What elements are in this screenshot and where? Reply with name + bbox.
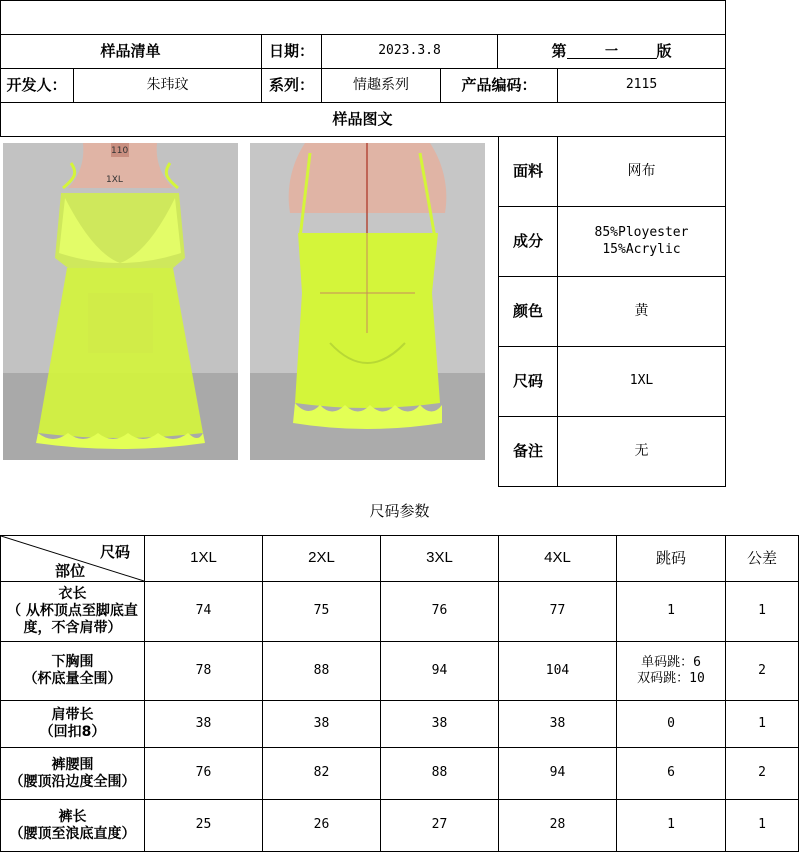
attribute-value: 1XL bbox=[629, 373, 654, 389]
date-label: 日期： bbox=[268, 42, 314, 61]
size-tag-text: 1XL bbox=[106, 175, 123, 185]
back-dress-image bbox=[250, 143, 485, 460]
attribute-label: 备注 bbox=[512, 442, 543, 461]
series-value: 情趣系列 bbox=[353, 76, 409, 93]
table-cell: 78 bbox=[195, 662, 212, 678]
table-cell: 74 bbox=[195, 603, 212, 619]
table-cell: 38 bbox=[549, 715, 566, 731]
attribute-label: 颜色 bbox=[512, 302, 543, 321]
table-cell: 38 bbox=[431, 715, 448, 731]
front-dress-image bbox=[3, 143, 238, 460]
attribute-value: 黄 bbox=[634, 302, 649, 319]
table-cell: 88 bbox=[431, 765, 448, 781]
table-cell: 1 bbox=[758, 817, 766, 833]
table-cell: 82 bbox=[313, 765, 330, 781]
developer-label: 开发人： bbox=[6, 76, 67, 95]
edition-suffix: 版 bbox=[656, 42, 672, 61]
table-cell: 38 bbox=[313, 715, 330, 731]
row-part-label: 裤腰围 （腰顶沿边度全围） bbox=[9, 756, 136, 790]
attribute-label: 面料 bbox=[512, 162, 543, 181]
table-cell: 1 bbox=[758, 715, 766, 731]
column-header: 1XL bbox=[190, 549, 217, 567]
edition-value: 一 bbox=[567, 44, 657, 59]
attribute-label: 尺码 bbox=[512, 372, 543, 391]
column-header: 4XL bbox=[544, 549, 571, 567]
table-cell: 104 bbox=[545, 662, 570, 678]
front-photo bbox=[3, 143, 238, 460]
edition bbox=[498, 35, 725, 68]
size-table-title: 尺码参数 bbox=[369, 502, 430, 521]
series-label: 系列： bbox=[268, 76, 314, 95]
attribute-value: 无 bbox=[634, 442, 649, 459]
table-cell: 1 bbox=[758, 603, 766, 619]
table-corner bbox=[1, 536, 144, 581]
svg-text:110: 110 bbox=[111, 146, 129, 156]
column-header: 跳码 bbox=[655, 549, 686, 568]
attribute-label: 成分 bbox=[512, 232, 543, 251]
column-header: 3XL bbox=[426, 549, 453, 567]
table-cell: 2 bbox=[758, 765, 766, 781]
table-cell: 6 bbox=[667, 765, 675, 781]
table-cell: 38 bbox=[195, 715, 212, 731]
table-cell: 75 bbox=[313, 603, 330, 619]
edition-prefix: 第 bbox=[551, 42, 567, 61]
table-cell: 1 bbox=[667, 817, 675, 833]
developer-value: 朱玮玟 bbox=[146, 76, 189, 93]
table-cell: 25 bbox=[195, 817, 212, 833]
product-code-value: 2115 bbox=[625, 77, 658, 93]
column-header: 2XL bbox=[308, 549, 335, 567]
table-cell: 26 bbox=[313, 817, 330, 833]
corner-part-label: 部位 bbox=[55, 562, 86, 580]
product-code-label: 产品编码： bbox=[461, 76, 537, 95]
table-cell: 2 bbox=[758, 662, 766, 678]
row-part-label: 衣长 （ 从杯顶点至脚底直度，不含肩带） bbox=[7, 586, 138, 636]
date-value: 2023.3.8 bbox=[378, 43, 441, 59]
row-part-label: 肩带长 （回扣8） bbox=[39, 707, 106, 740]
table-cell: 76 bbox=[195, 765, 212, 781]
row-part-label: 下胸围 （杯底量全围） bbox=[23, 654, 122, 687]
table-cell: 单码跳：6 双码跳：10 bbox=[637, 654, 705, 686]
row-part-label: 裤长 （腰顶至浪底直度） bbox=[9, 808, 136, 842]
table-cell: 94 bbox=[431, 662, 448, 678]
table-cell: 28 bbox=[549, 817, 566, 833]
table-cell: 88 bbox=[313, 662, 330, 678]
column-header: 公差 bbox=[746, 549, 777, 568]
sample-section-title: 样品图文 bbox=[332, 110, 393, 129]
table-cell: 77 bbox=[549, 603, 566, 619]
table-cell: 27 bbox=[431, 817, 448, 833]
back-photo bbox=[250, 143, 485, 460]
table-cell: 1 bbox=[667, 603, 675, 619]
table-cell: 94 bbox=[549, 765, 566, 781]
table-cell: 76 bbox=[431, 603, 448, 619]
attribute-value: 85%Ployester 15%Acrylic bbox=[594, 225, 689, 257]
table-cell: 0 bbox=[667, 715, 675, 731]
attribute-value: 网布 bbox=[627, 162, 656, 179]
corner-size-label: 尺码 bbox=[99, 543, 130, 561]
sheet-title: 样品清单 bbox=[100, 42, 161, 61]
